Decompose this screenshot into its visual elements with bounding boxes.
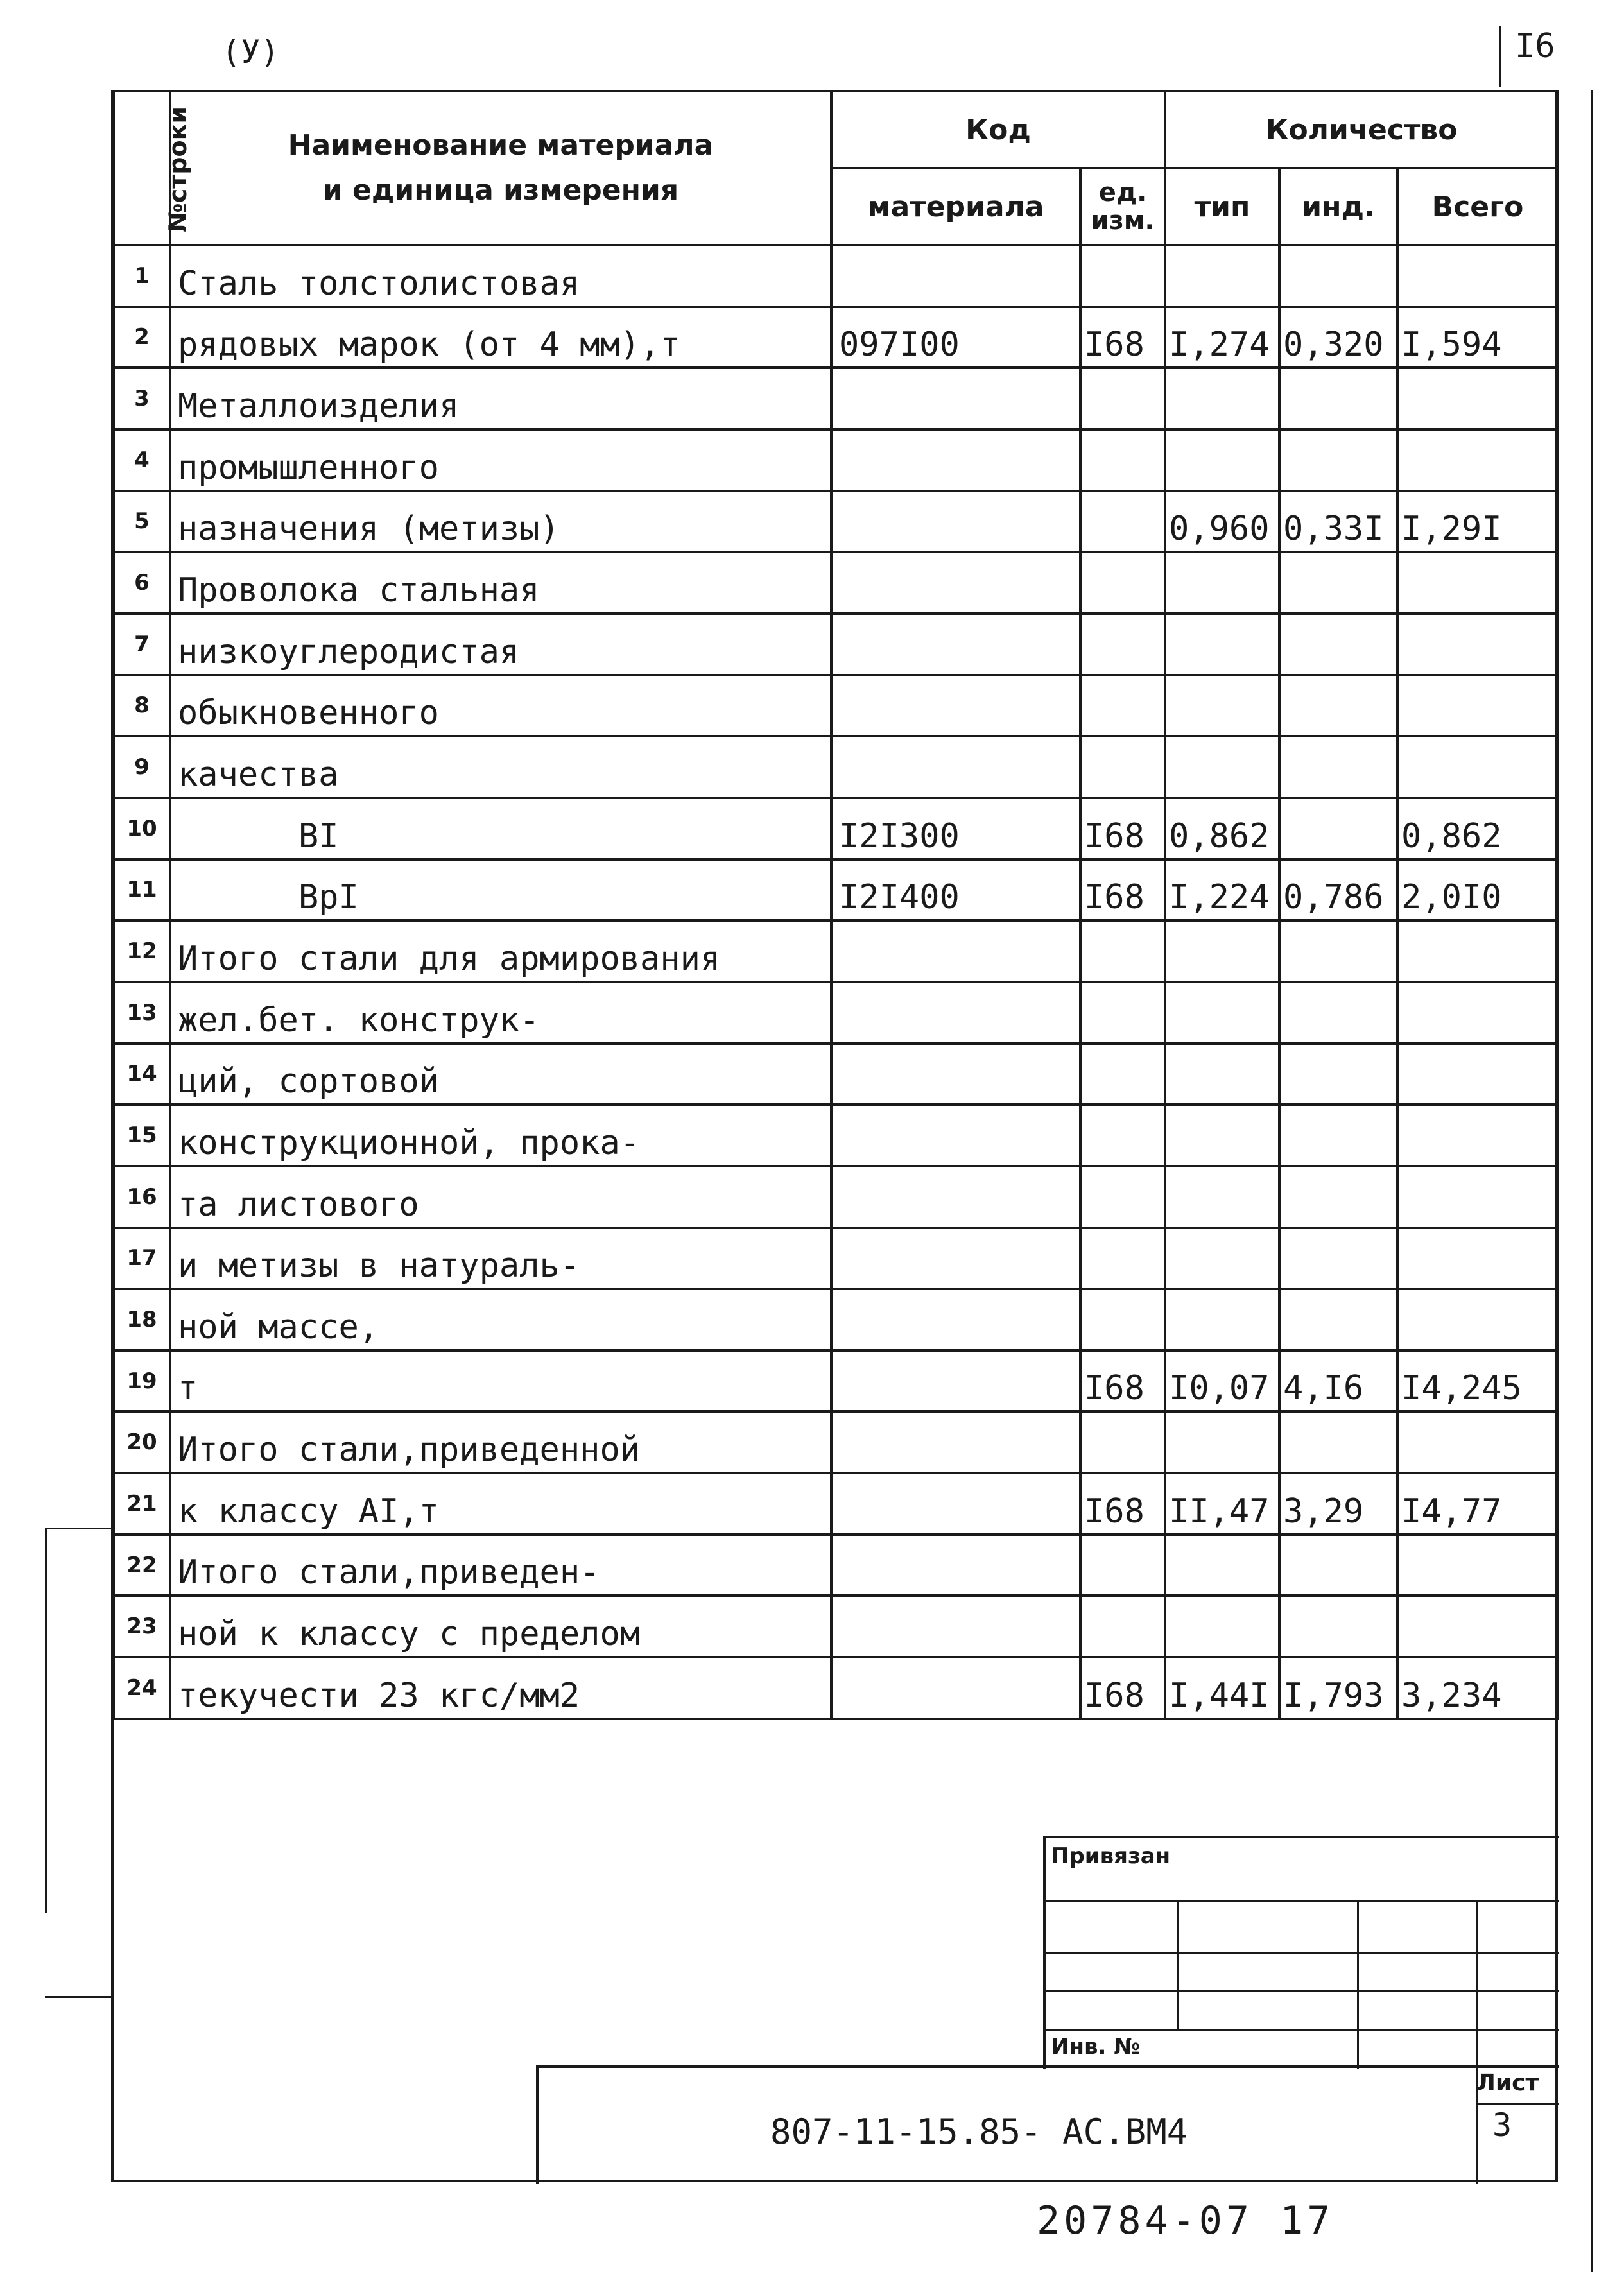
qty-type: I,274 (1165, 307, 1279, 368)
qty-total: I,29I (1397, 491, 1558, 553)
unit-code (1080, 1289, 1165, 1350)
header-code: Код (831, 91, 1165, 168)
qty-total (1397, 736, 1558, 798)
material-code (831, 491, 1080, 553)
material-code (831, 1044, 1080, 1105)
unit-code (1080, 552, 1165, 614)
material-name: ной массе, (170, 1289, 831, 1350)
header-name-line2: и единица измерения (322, 174, 679, 207)
table-row (114, 368, 1558, 429)
unit-code: I68 (1080, 859, 1165, 921)
material-code (831, 1596, 1080, 1657)
qty-type: I0,07 (1165, 1350, 1279, 1412)
table-row (114, 982, 1558, 1044)
qty-type (1165, 429, 1279, 491)
qty-total: 0,862 (1397, 798, 1558, 859)
table-row (114, 1657, 1558, 1719)
qty-ind (1279, 1228, 1397, 1289)
table-row (114, 429, 1558, 491)
row-number: 10 (114, 798, 170, 859)
qty-ind (1279, 245, 1397, 307)
qty-type (1165, 736, 1279, 798)
stamp-line-2 (1046, 1952, 1559, 1954)
material-code (831, 982, 1080, 1044)
qty-type (1165, 982, 1279, 1044)
row-number: 11 (114, 859, 170, 921)
table-row (114, 920, 1558, 982)
header-row-number-label: №строки (164, 106, 192, 232)
document-code: 807-11-15.85- АС.ВМ4 (770, 2112, 1188, 2152)
header-name-line1: Наименование материала (288, 129, 714, 162)
material-name: Сталь толстолистовая (170, 245, 831, 307)
qty-total: 2,0I0 (1397, 859, 1558, 921)
qty-ind: 4,I6 (1279, 1350, 1397, 1412)
table-row (114, 1044, 1558, 1105)
unit-code: I68 (1080, 307, 1165, 368)
stamp-block (1043, 1836, 1559, 2069)
qty-ind (1279, 1411, 1397, 1473)
material-code (831, 1166, 1080, 1228)
inv-label: Инв. № (1051, 2034, 1141, 2060)
table-row (114, 491, 1558, 553)
qty-ind (1279, 429, 1397, 491)
table-row (114, 1535, 1558, 1596)
unit-code (1080, 1105, 1165, 1166)
table-row (114, 1411, 1558, 1473)
material-code (831, 245, 1080, 307)
unit-code (1080, 1596, 1165, 1657)
qty-ind (1279, 1596, 1397, 1657)
header-code-unit (1080, 168, 1165, 245)
material-code (831, 1411, 1080, 1473)
qty-type: 0,960 (1165, 491, 1279, 553)
header-material-name (170, 91, 831, 245)
row-number: 23 (114, 1596, 170, 1657)
table-row (114, 1473, 1558, 1535)
qty-total (1397, 675, 1558, 737)
qty-ind: I,793 (1279, 1657, 1397, 1719)
table-row (114, 552, 1558, 614)
material-code (831, 1105, 1080, 1166)
qty-total (1397, 1596, 1558, 1657)
row-number: 1 (114, 245, 170, 307)
qty-total (1397, 429, 1558, 491)
qty-total (1397, 1044, 1558, 1105)
qty-ind (1279, 736, 1397, 798)
material-name: текучести 23 кгс/мм2 (170, 1657, 831, 1719)
qty-ind (1279, 368, 1397, 429)
material-code (831, 552, 1080, 614)
table-row (114, 614, 1558, 675)
material-name: BpI (170, 859, 831, 921)
qty-ind: 3,29 (1279, 1473, 1397, 1535)
qty-type (1165, 552, 1279, 614)
material-code: I2I400 (831, 859, 1080, 921)
header-qty-ind: инд. (1279, 168, 1397, 245)
row-number: 12 (114, 920, 170, 982)
table-row (114, 245, 1558, 307)
qty-type (1165, 368, 1279, 429)
row-number: 9 (114, 736, 170, 798)
qty-type: I,44I (1165, 1657, 1279, 1719)
table-row (114, 736, 1558, 798)
material-code (831, 920, 1080, 982)
stamp-vline-1 (1177, 1900, 1179, 2029)
unit-code (1080, 368, 1165, 429)
row-number: 24 (114, 1657, 170, 1719)
qty-total: 3,234 (1397, 1657, 1558, 1719)
material-code (831, 368, 1080, 429)
row-number: 3 (114, 368, 170, 429)
sheet-label: Лист (1476, 2070, 1539, 2096)
qty-total (1397, 1105, 1558, 1166)
row-number: 16 (114, 1166, 170, 1228)
material-name: Итого стали для армирования (170, 920, 831, 982)
qty-total (1397, 552, 1558, 614)
stamp-line-1 (1046, 1900, 1559, 1902)
material-code (831, 1473, 1080, 1535)
qty-ind (1279, 920, 1397, 982)
unit-code (1080, 920, 1165, 982)
header-unit-line2: изм. (1091, 206, 1155, 236)
unit-code: I68 (1080, 1473, 1165, 1535)
materials-table (112, 90, 1559, 1720)
qty-type: 0,862 (1165, 798, 1279, 859)
material-name: качества (170, 736, 831, 798)
qty-type (1165, 1166, 1279, 1228)
qty-type (1165, 1044, 1279, 1105)
binding-margin-top (45, 1528, 112, 1529)
material-name: Итого стали,приведенной (170, 1411, 831, 1473)
row-number: 4 (114, 429, 170, 491)
unit-code (1080, 736, 1165, 798)
qty-ind: 0,320 (1279, 307, 1397, 368)
material-name: ций, сортовой (170, 1044, 831, 1105)
qty-total (1397, 368, 1558, 429)
table-row (114, 1228, 1558, 1289)
table-row (114, 1596, 1558, 1657)
material-name: низкоуглеродистая (170, 614, 831, 675)
header-qty-total: Всего (1397, 168, 1558, 245)
stamp-vline-2 (1357, 1900, 1359, 2069)
row-number: 13 (114, 982, 170, 1044)
unit-code: I68 (1080, 798, 1165, 859)
qty-total (1397, 1535, 1558, 1596)
table-row (114, 798, 1558, 859)
qty-total (1397, 1228, 1558, 1289)
material-code (831, 614, 1080, 675)
qty-type (1165, 1596, 1279, 1657)
material-name: к классу AI,т (170, 1473, 831, 1535)
qty-total (1397, 920, 1558, 982)
qty-ind (1279, 552, 1397, 614)
frame-outer-right-line (1591, 90, 1593, 2272)
row-number: 18 (114, 1289, 170, 1350)
header-row-number (114, 91, 192, 245)
material-code (831, 736, 1080, 798)
attached-label: Привязан (1051, 1843, 1171, 1869)
qty-total: I4,245 (1397, 1350, 1558, 1412)
material-name: BI (170, 798, 831, 859)
unit-code: I68 (1080, 1657, 1165, 1719)
corner-label: (У) (221, 33, 280, 71)
material-name: промышленного (170, 429, 831, 491)
material-name: рядовых марок (от 4 мм),т (170, 307, 831, 368)
qty-total (1397, 245, 1558, 307)
table-row (114, 307, 1558, 368)
qty-ind (1279, 1166, 1397, 1228)
material-code (831, 675, 1080, 737)
row-number: 20 (114, 1411, 170, 1473)
stamp-line-4 (1046, 2029, 1559, 2031)
qty-type: I,224 (1165, 859, 1279, 921)
qty-type (1165, 1411, 1279, 1473)
row-number: 15 (114, 1105, 170, 1166)
row-number: 5 (114, 491, 170, 553)
unit-code (1080, 614, 1165, 675)
material-name: т (170, 1350, 831, 1412)
qty-type (1165, 614, 1279, 675)
qty-total (1397, 1411, 1558, 1473)
unit-code (1080, 1228, 1165, 1289)
qty-ind: 0,33I (1279, 491, 1397, 553)
material-code (831, 1289, 1080, 1350)
qty-type: II,47 (1165, 1473, 1279, 1535)
stamp-vline-3 (1476, 1900, 1478, 2069)
qty-ind (1279, 1105, 1397, 1166)
unit-code (1080, 1044, 1165, 1105)
qty-ind (1279, 1289, 1397, 1350)
table-row (114, 859, 1558, 921)
material-code: 097I00 (831, 307, 1080, 368)
qty-ind (1279, 1535, 1397, 1596)
material-name: Металлоизделия (170, 368, 831, 429)
qty-ind (1279, 675, 1397, 737)
unit-code (1080, 1166, 1165, 1228)
row-number: 21 (114, 1473, 170, 1535)
material-name: и метизы в натураль- (170, 1228, 831, 1289)
qty-type (1165, 1105, 1279, 1166)
unit-code (1080, 675, 1165, 737)
qty-total (1397, 1166, 1558, 1228)
header-unit-line1: ед. (1098, 178, 1147, 207)
table-row (114, 675, 1558, 737)
material-code (831, 1228, 1080, 1289)
row-number: 7 (114, 614, 170, 675)
unit-code (1080, 1411, 1165, 1473)
row-number: 17 (114, 1228, 170, 1289)
material-code: I2I300 (831, 798, 1080, 859)
qty-ind: 0,786 (1279, 859, 1397, 921)
binding-margin-mid (45, 1996, 112, 1998)
title-sheet-line (1476, 2103, 1559, 2105)
sheet-number: 3 (1492, 2106, 1512, 2144)
material-code (831, 1657, 1080, 1719)
qty-total (1397, 982, 1558, 1044)
qty-ind (1279, 614, 1397, 675)
row-number: 22 (114, 1535, 170, 1596)
qty-total (1397, 614, 1558, 675)
table-body (114, 245, 1558, 1719)
unit-code (1080, 491, 1165, 553)
material-name: жел.бет. конструк- (170, 982, 831, 1044)
unit-code (1080, 1535, 1165, 1596)
material-code (831, 429, 1080, 491)
material-name: та листового (170, 1166, 831, 1228)
qty-type (1165, 1535, 1279, 1596)
material-name: назначения (метизы) (170, 491, 831, 553)
qty-type (1165, 1289, 1279, 1350)
qty-ind (1279, 1044, 1397, 1105)
row-number: 2 (114, 307, 170, 368)
binding-margin-line (45, 1528, 47, 1913)
stamp-line-3 (1046, 1990, 1559, 1992)
page-number: I6 (1515, 27, 1555, 65)
row-number: 19 (114, 1350, 170, 1412)
header-code-material: материала (831, 168, 1080, 245)
row-number: 14 (114, 1044, 170, 1105)
qty-total: I4,77 (1397, 1473, 1558, 1535)
header-qty-type: тип (1165, 168, 1279, 245)
qty-type (1165, 1228, 1279, 1289)
material-code (831, 1350, 1080, 1412)
unit-code (1080, 429, 1165, 491)
row-number: 8 (114, 675, 170, 737)
qty-type (1165, 245, 1279, 307)
qty-ind (1279, 982, 1397, 1044)
material-code (831, 1535, 1080, 1596)
table-row (114, 1350, 1558, 1412)
material-name: Проволока стальная (170, 552, 831, 614)
material-name: обыкновенного (170, 675, 831, 737)
table-row (114, 1105, 1558, 1166)
row-number: 6 (114, 552, 170, 614)
unit-code (1080, 982, 1165, 1044)
table-row (114, 1289, 1558, 1350)
header-quantity: Количество (1165, 91, 1558, 168)
unit-code (1080, 245, 1165, 307)
qty-type (1165, 920, 1279, 982)
table-row (114, 1166, 1558, 1228)
unit-code: I68 (1080, 1350, 1165, 1412)
qty-ind (1279, 798, 1397, 859)
material-name: Итого стали,приведен- (170, 1535, 831, 1596)
qty-total: I,594 (1397, 307, 1558, 368)
material-name: ной к классу с пределом (170, 1596, 831, 1657)
archive-number: 20784-07 17 (1037, 2198, 1335, 2243)
qty-type (1165, 675, 1279, 737)
material-name: конструкционной, прока- (170, 1105, 831, 1166)
qty-total (1397, 1289, 1558, 1350)
